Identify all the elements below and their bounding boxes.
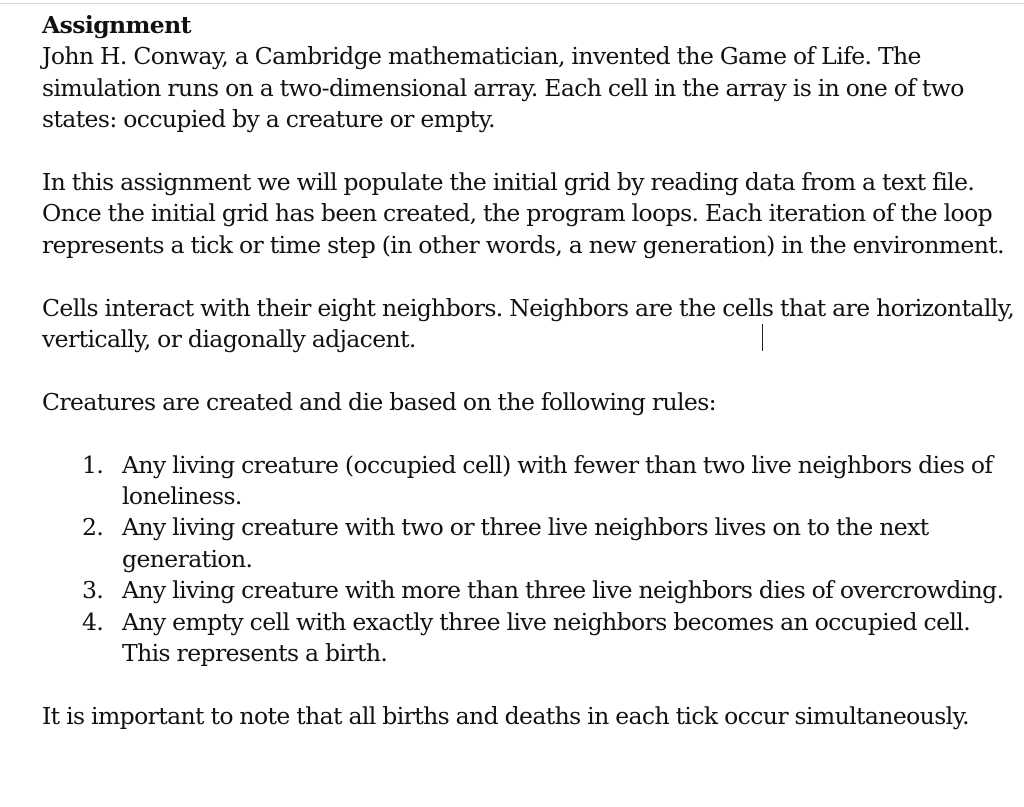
grid-setup-paragraph: In this assignment we will populate the initial grid by reading data from a text file. Once the initial grid has been created, the program loops. Each iteration of the loop represents a tick or time step (in other words, a new generation) in the environment. bbox=[42, 168, 1004, 259]
rules-intro-paragraph: Creatures are created and die based on the following rules: bbox=[42, 387, 716, 416]
closing-paragraph: It is important to note that all births and deaths in each tick occur simultaneously. bbox=[42, 701, 970, 730]
top-divider bbox=[0, 3, 1024, 4]
rules-list bbox=[42, 450, 1017, 670]
rule-item bbox=[42, 575, 1017, 606]
rule-text: Any living creature with more than three live neighbors dies of overcrowding. bbox=[122, 576, 1004, 605]
rule-item bbox=[42, 450, 1017, 513]
rule-text: Any empty cell with exactly three live neighbors becomes an occupied cell. This represents a birth. bbox=[122, 607, 971, 668]
rule-number: 2. bbox=[82, 513, 104, 542]
assignment-heading: Assignment bbox=[42, 11, 191, 39]
rule-item bbox=[42, 512, 1017, 575]
text-cursor bbox=[762, 324, 763, 351]
rule-number: 1. bbox=[82, 450, 104, 479]
assignment-document[interactable] bbox=[42, 10, 1017, 732]
rule-text: Any living creature (occupied cell) with fewer than two live neighbors dies of loneliness. bbox=[122, 450, 993, 511]
rule-text: Any living creature with two or three live neighbors lives on to the next generation. bbox=[122, 513, 929, 573]
intro-paragraph: John H. Conway, a Cambridge mathematician, invented the Game of Life. The simulation runs on a two-dimensional array. Each cell in the array is in one of two states: occupied by a creature or empty. bbox=[42, 42, 964, 134]
rule-number: 4. bbox=[82, 607, 104, 636]
rule-number: 3. bbox=[82, 576, 104, 605]
neighbors-paragraph: Cells interact with their eight neighbors. Neighbors are the cells that are horizontally, vertically, or diagonally adjacent. bbox=[42, 293, 1015, 354]
rule-item bbox=[42, 607, 1017, 670]
